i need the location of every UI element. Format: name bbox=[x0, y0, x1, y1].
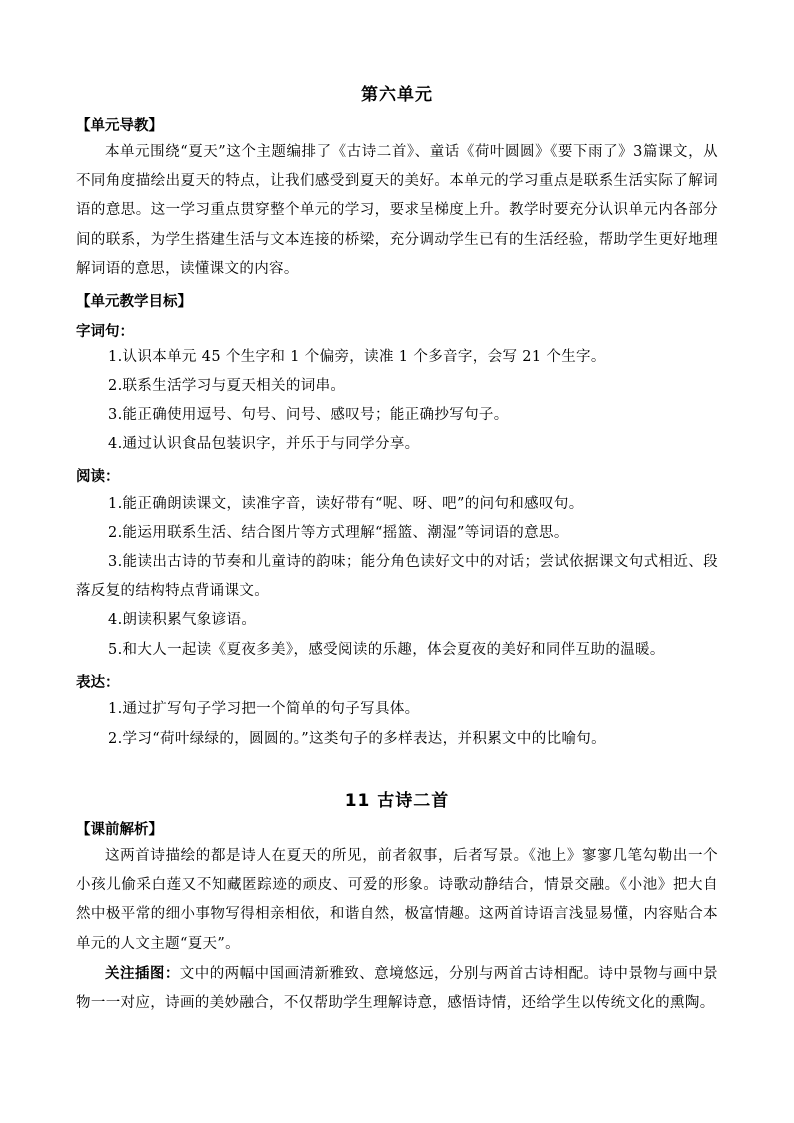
unit-title: 第六单元 bbox=[361, 85, 433, 105]
goal-item: 2.学习“荷叶绿绿的，圆圆的。”这类句子的多样表达，并积累文中的比喻句。 bbox=[108, 731, 607, 747]
goal-item: 1.能正确朗读课文，读准字音，读好带有“呢、呀、吧”的问句和感叹句。 bbox=[108, 496, 584, 512]
guide-paragraph: 本单元围绕“夏天”这个主题编排了《古诗二首》、童话《荷叶圆圆》《要下雨了》3篇课文，从不同角度描绘出夏天的特点，让我们感受到夏天的美好。本单元的学习重点是联系生活实际了解词语的意思。这一学习重点贯穿整个单元的学习，要求呈梯度上升。教学时要充分认识单元内各部分间的联系，为学生搭建生活与文本连接的桥梁，充分调动学生已有的生活经验，帮助学生更好地理解词语的意思，读懂课文的内容。 bbox=[76, 144, 718, 277]
focus-paragraph bbox=[76, 960, 718, 1018]
guide-heading: 【单元导教】 bbox=[76, 118, 163, 134]
goal-item: 5.和大人一起读《夏夜多美》，感受阅读的乐趣，体会夏夜的美好和同伴互助的温暖。 bbox=[108, 642, 665, 658]
goal-item: 4.通过认识食品包装识字，并乐于与同学分享。 bbox=[108, 436, 420, 452]
section-label-vocabulary: 字词句： bbox=[76, 324, 134, 340]
section-label-reading: 阅读： bbox=[76, 469, 120, 485]
goal-item: 2.联系生活学习与夏天相关的词串。 bbox=[108, 378, 346, 394]
goal-item: 1.认识本单元 45 个生字和 1 个偏旁，读准 1 个多音字，会写 21 个生字。 bbox=[108, 349, 606, 365]
section-label-expression: 表达： bbox=[76, 675, 120, 691]
analysis-paragraph: 这两首诗描绘的都是诗人在夏天的所见，前者叙事，后者写景。《池上》寥寥几笔勾勒出一个小孩儿偷采白莲又不知藏匿踪迹的顽皮、可爱的形象。诗歌动静结合，情景交融。《小池》把大自然中极平常的细小事物写得相亲相依，和谐自然，极富情趣。这两首诗语言浅显易懂，内容贴合本单元的人文主题“夏天”。 bbox=[76, 848, 718, 952]
analysis-heading: 【课前解析】 bbox=[76, 822, 163, 838]
focus-text: 文中的两幅中国画清新雅致、意境悠远，分别与两首古诗相配。诗中景物与画中景物一一对应，诗画的美妙融合，不仅帮助学生理解诗意，感悟诗情，还给学生以传统文化的熏陶。 bbox=[76, 966, 719, 1012]
goal-item: 4.朗读积累气象谚语。 bbox=[108, 612, 257, 628]
goal-item: 1.通过扩写句子学习把一个简单的句子写具体。 bbox=[108, 701, 420, 717]
goals-heading: 【单元教学目标】 bbox=[76, 294, 192, 310]
goal-item: 3.能正确使用逗号、句号、问号、感叹号；能正确抄写句子。 bbox=[108, 407, 509, 423]
goal-item: 2.能运用联系生活、结合图片等方式理解“摇篮、潮湿”等词语的意思。 bbox=[108, 525, 569, 541]
lesson-title: 11 古诗二首 bbox=[344, 791, 450, 811]
focus-label: 关注插图： bbox=[105, 966, 180, 982]
goal-item: 3.能读出古诗的节奏和儿童诗的韵味；能分角色读好文中的对话；尝试依据课文句式相近、段落反复的结构特点背诵课文。 bbox=[76, 554, 718, 599]
